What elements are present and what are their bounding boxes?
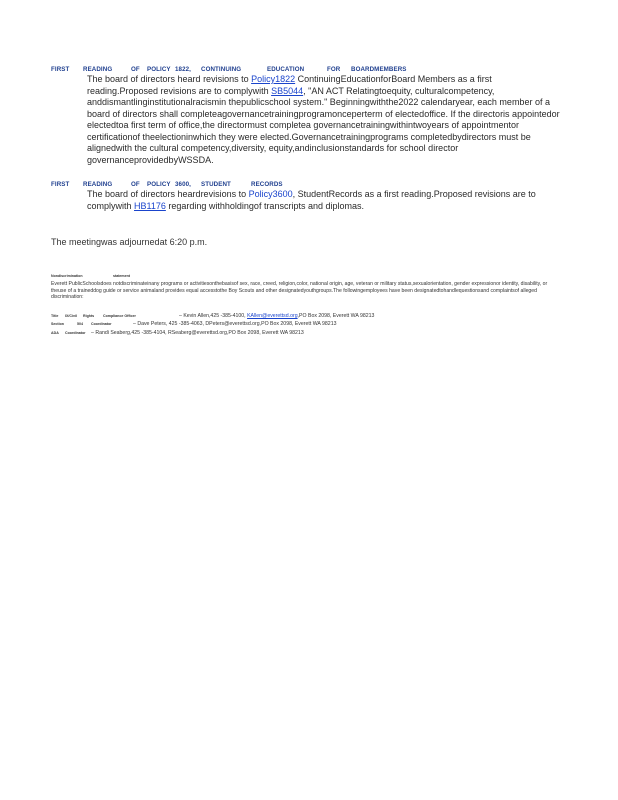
contact-abbr: Title [51, 314, 59, 318]
contact-text: ,PO Box 2098, Everett WA 98213 [297, 313, 375, 319]
contact-abbr: ADA [51, 331, 59, 335]
section-heading-policy-1822 [51, 66, 407, 73]
adjournment-statement: The meetingwas adjournedat 6:20 p.m. [51, 237, 208, 247]
contact-text: – Dave Peters, 425 -385-4063, DPeters@everettsd.org,PO Box 2098, Everett WA 98213 [133, 321, 337, 327]
section-heading-policy-3600 [51, 181, 283, 188]
body-text-part: , StudentRecords as a first reading.Proposed revisions are to complywith [87, 189, 536, 211]
heading-word: 3600, [175, 181, 191, 188]
contact-abbr: Section [51, 322, 64, 326]
contact-row-ada [51, 330, 304, 336]
heading-word: OF [131, 66, 140, 73]
heading-word: 1822, [175, 66, 191, 73]
heading-word: STUDENT [201, 181, 231, 188]
hb1176-link[interactable]: HB1176 [134, 200, 166, 211]
heading-word: FOR [327, 66, 341, 73]
contact-abbr: Rights [83, 314, 95, 318]
heading-word: READING [83, 66, 113, 73]
section-body-policy-1822 [87, 74, 562, 166]
heading-word: READING [83, 181, 113, 188]
contact-abbr: IX/Civil [65, 314, 77, 318]
heading-word: EDUCATION [267, 66, 305, 73]
body-text-part: ContinuingEducationforBoard Members as a first reading.Proposed revisions are to complywith [87, 74, 492, 96]
heading-word: OF [131, 181, 140, 188]
contact-abbr: Compliance Officer [103, 314, 136, 318]
contact-text: – Randi Seaberg,425 -385-4104, RSeaberg@everettsd.org,PO Box 2098, Everett WA 98213 [91, 330, 304, 336]
body-text-part: The board of directors heardrevisions to [87, 189, 249, 199]
notice-label-left: Nondiscrimination [51, 274, 83, 278]
contact-abbr: Coordinator [65, 331, 86, 335]
body-text-part: regarding withholdingof transcripts and diplomas. [165, 200, 364, 211]
heading-word: POLICY [147, 181, 171, 188]
heading-word: RECORDS [251, 181, 283, 188]
heading-word: FIRST [51, 181, 70, 188]
nondiscrimination-notice: Everett PublicSchoolsdoes notdiscriminateinany programs or activitiesonthebasisof sex, race, creed, religion,color, national origin, age, veteran or military status,sexualorientation, gender expressionor identity, disability, or theuse of a traineddog guide or service animaland provides equal accesstothe Boy Scouts and other designatedyouthgroups.The followingemployees have been designatedtohandlequestionsand complaintsof alleged discrimination: [51, 281, 548, 301]
body-text-part: The board of directors heard revisions to [87, 74, 252, 84]
section-body-policy-3600 [87, 189, 562, 212]
body-text-part: , "AN ACT Relatingtoequity, culturalcompetency, anddismantlinginstitutionalracismin thepublicschool system." Beginningwiththe2022 calendaryear, each member of a board of directors shall completeagovernancetrainingprogramonceperterm of electedoffice. If the directoris appointedor electedtoa first term of office,the directormust completea governancetrainingwithintwoyears of appointmentor certificationof theelectioninwhich they were elected.Governancetrainingprograms completedbydirectors must be alignedwith the cultural competency,diversity, equity,andinclusionstandards for school director governanceprovidedbyWSSDA. [87, 85, 560, 165]
contact-abbr: 504 [77, 322, 83, 326]
notice-label-right: statement [113, 274, 130, 278]
heading-word: CONTINUING [201, 66, 242, 73]
policy-1822-link[interactable]: Policy1822 [251, 74, 296, 84]
sb5044-link[interactable]: SB5044 [271, 85, 304, 96]
heading-word: POLICY [147, 66, 171, 73]
kallen-email-link[interactable]: KAllen@everettsd.org [247, 313, 298, 319]
contact-row-section-504 [51, 321, 336, 327]
policy-3600-link[interactable]: Policy3600 [248, 189, 293, 199]
contact-text: – Kevin Allen,425 -385-4100, [179, 313, 248, 319]
heading-word: FIRST [51, 66, 70, 73]
contact-row-title-ix [51, 313, 374, 319]
heading-word: BOARDMEMBERS [351, 66, 407, 73]
contact-abbr: Coordinator [91, 322, 112, 326]
nondiscrimination-label [51, 273, 561, 280]
